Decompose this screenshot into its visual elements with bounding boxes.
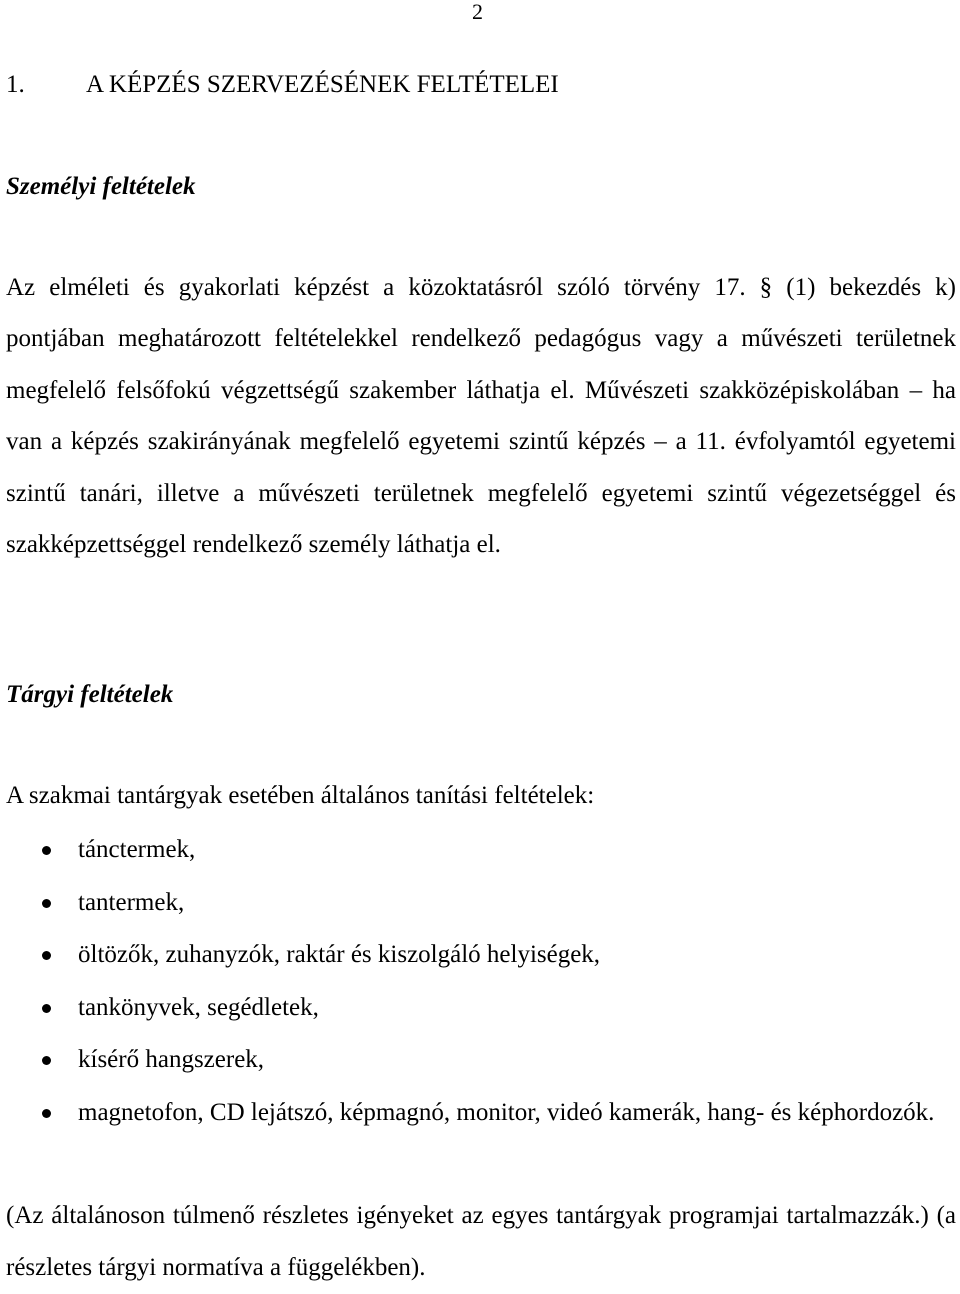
list-item-text: magnetofon, CD lejátszó, képmagnó, monitor, videó kamerák, hang- és képhordozók. <box>78 1098 935 1126</box>
chapter-number: 1. <box>6 71 25 98</box>
page-number: 2 <box>472 0 483 24</box>
list-item-text: tantermek, <box>78 888 185 916</box>
list-item-text: tankönyvek, segédletek, <box>78 993 319 1021</box>
list-item <box>0 1087 956 1140</box>
personal-conditions-heading: Személyi feltételek <box>6 173 196 200</box>
bullet-icon <box>42 846 51 855</box>
bullet-icon <box>42 951 51 960</box>
personal-conditions-paragraph: Az elméleti és gyakorlati képzést a közoktatásról szóló törvény 17. § (1) bekezdés k) pontjában meghatározott feltételekkel rendelkező pedagógus vagy a művészeti területnek megfelelő felsőfokú végzettségű szakember láthatja el. Művészeti szakközépiskolában – ha van a képzés szakirányának megfelelő egyetemi szintű képzés – a 11. évfolyamtól egyetemi szintű tanári, illetve a művészeti területnek megfelelő egyetemi szintű végezetséggel és szakképzettséggel rendelkező személy láthatja el. <box>6 274 956 559</box>
material-conditions-intro: A szakmai tantárgyak esetében általános tanítási feltételek: <box>6 782 595 809</box>
closing-note: (Az általánoson túlmenő részletes igényeket az egyes tantárgyak programjai tartalmazzák.) (a részletes tárgyi normatíva a függelékben). <box>6 1202 956 1281</box>
material-conditions-heading: Tárgyi feltételek <box>6 681 174 708</box>
list-item <box>0 929 956 982</box>
chapter-heading <box>6 70 559 100</box>
chapter-title: A KÉPZÉS SZERVEZÉSÉNEK FELTÉTELEI <box>86 71 559 98</box>
equipment-list <box>0 824 960 1139</box>
bullet-icon <box>42 1004 51 1013</box>
bullet-icon <box>42 1056 51 1065</box>
bullet-icon <box>42 1109 51 1118</box>
list-item <box>0 1034 956 1087</box>
list-item-text: öltözők, zuhanyzók, raktár és kiszolgáló helyiségek, <box>78 941 601 968</box>
list-item-text: tánctermek, <box>78 836 196 863</box>
bullet-icon <box>42 899 51 908</box>
list-item <box>0 877 956 930</box>
list-item <box>0 824 956 877</box>
list-item <box>0 982 956 1035</box>
list-item-text: kísérő hangszerek, <box>78 1046 265 1073</box>
